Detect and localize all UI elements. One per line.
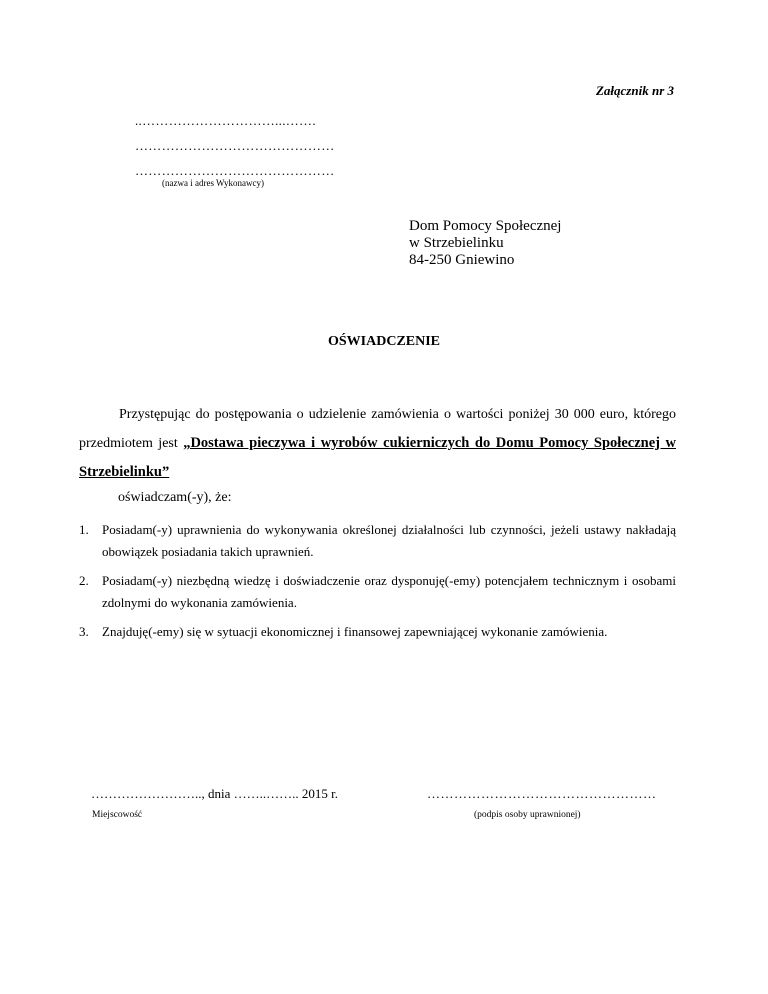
list-item xyxy=(79,621,676,643)
recipient-line-3: 84-250 Gniewino xyxy=(409,252,515,268)
contractor-line-1: ..…………………………...……. xyxy=(135,113,316,128)
contractor-line-3: ……………………………………… xyxy=(135,163,335,178)
list-item-number: 1. xyxy=(79,522,89,537)
recipient-address xyxy=(409,218,561,269)
list-item-number: 2. xyxy=(79,573,89,588)
declaration-list xyxy=(79,519,676,650)
recipient-line-1: Dom Pomocy Społecznej xyxy=(409,218,562,234)
list-item-number: 3. xyxy=(79,624,89,639)
intro-paragraph xyxy=(79,400,676,487)
list-item-text: Posiadam(-y) niezbędną wiedzę i doświadczenie oraz dysponuję(-emy) potencjałem technicznym i osobami zdolnymi do wykonania zamówienia. xyxy=(102,573,676,610)
list-item xyxy=(79,519,676,563)
place-caption: Miejscowość xyxy=(92,810,143,820)
declaration-text: oświadczam(-y), że: xyxy=(118,490,232,505)
signature-line: …………………………………………… xyxy=(427,786,657,801)
intro-text: Przystępując do postępowania o udzielenie zamówienia o wartości poniżej 30 000 euro, którego przedmiotem jest xyxy=(79,407,676,451)
list-item-text: Znajduję(-emy) się w sytuacji ekonomicznej i finansowej zapewniającej wykonanie zamówienia. xyxy=(102,624,608,639)
place-date-line: …………………….., dnia ……..…….. 2015 r. xyxy=(91,786,338,801)
list-item-text: Posiadam(-y) uprawnienia do wykonywania określonej działalności lub czynności, jeżeli ustawy nakładają obowiązek posiadania takich uprawnień. xyxy=(102,522,676,559)
attachment-label: Załącznik nr 3 xyxy=(595,83,674,98)
list-item xyxy=(79,570,676,614)
signature-caption: (podpis osoby uprawnionej) xyxy=(474,810,581,820)
contractor-line-2: ……………………………………… xyxy=(135,138,335,153)
contract-title: „Dostawa pieczywa i wyrobów cukierniczych do Domu Pomocy Społecznej w Strzebielinku” xyxy=(79,435,676,480)
document-heading: OŚWIADCZENIE xyxy=(327,334,441,349)
contractor-caption: (nazwa i adres Wykonawcy) xyxy=(162,178,264,188)
recipient-line-2: w Strzebielinku xyxy=(409,235,504,251)
